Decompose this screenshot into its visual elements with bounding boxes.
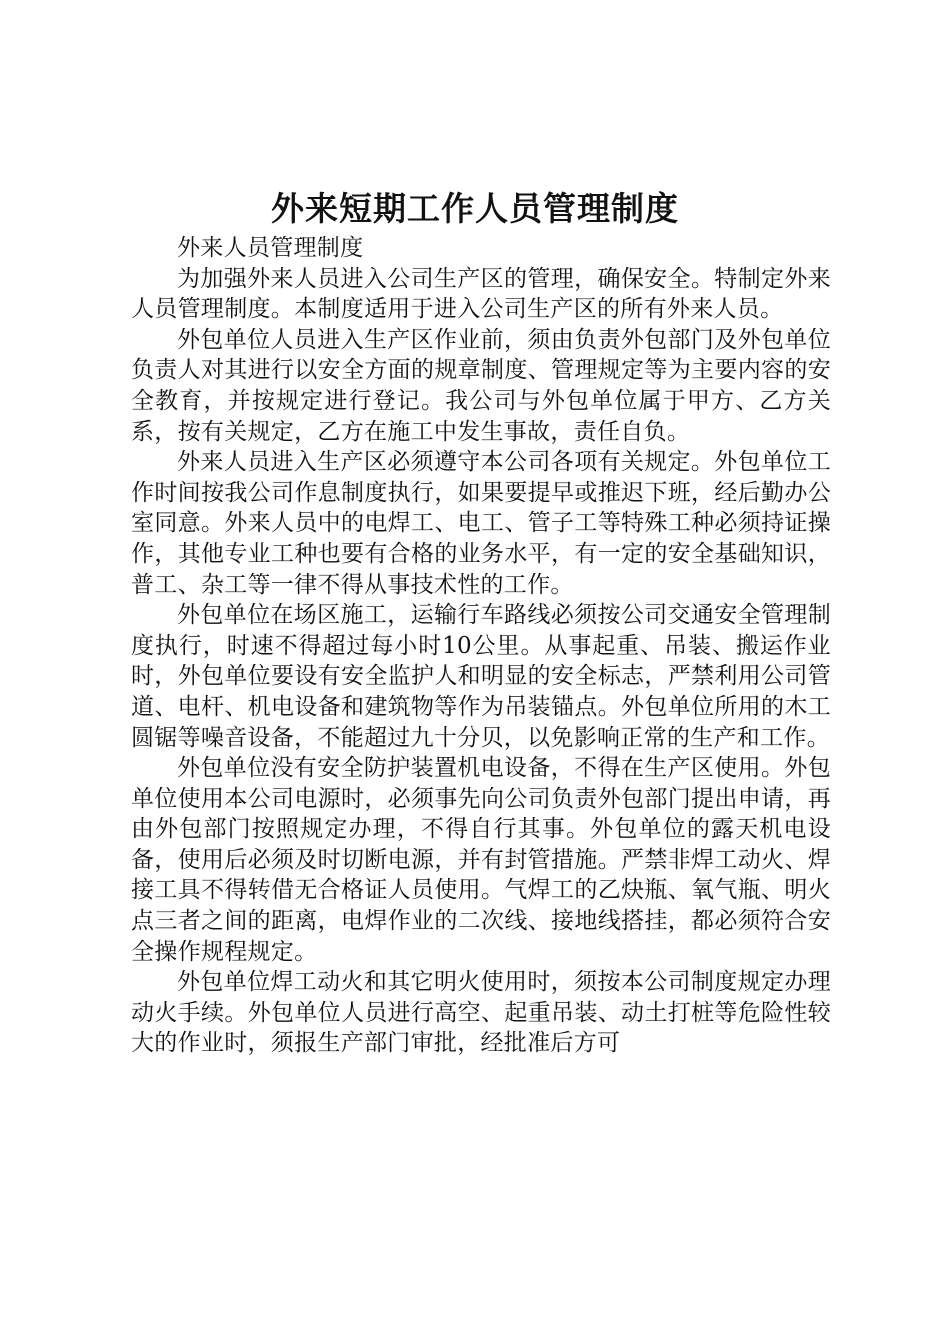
paragraph-hot-work: 外包单位焊工动火和其它明火使用时，须按本公司制度规定办理动火手续。外包单位人员进行高空、起重吊装、动土打桩等危险性较大的作业时，须报生产部门审批，经批准后方可: [131, 969, 831, 1057]
document-title: 外来短期工作人员管理制度: [271, 189, 679, 228]
paragraph-work-rules: 外来人员进入生产区必须遵守本公司各项有关规定。外包单位工作时间按我公司作息制度执行，如果要提早或推迟下班，经后勤办公室同意。外来人员中的电焊工、电工、管子工等特殊工种必须持证操作，其他专业工种也要有合格的业务水平，有一定的安全基础知识，普工、杂工等一律不得从事技术性的工作。: [131, 449, 831, 598]
paragraph-safety-education: 外包单位人员进入生产区作业前，须由负责外包部门及外包单位负责人对其进行以安全方面的规章制度、管理规定等为主要内容的安全教育，并按规定进行登记。我公司与外包单位属于甲方、乙方关系，按有关规定，乙方在施工中发生事故，责任自负。: [131, 326, 831, 445]
document-body: [131, 233, 831, 1059]
paragraph-purpose: 为加强外来人员进入公司生产区的管理，确保安全。特制定外来人员管理制度。本制度适用于进入公司生产区的所有外来人员。: [131, 265, 831, 323]
paragraph-electrical-welding: 外包单位没有安全防护装置机电设备，不得在生产区使用。外包单位使用本公司电源时，必须事先向公司负责外包部门提出申请，再由外包部门按照规定办理，不得自行其事。外包单位的露天机电设备，使用后必须及时切断电源，并有封管措施。严禁非焊工动火、焊接工具不得转借无合格证人员使用。气焊工的乙炔瓶、氧气瓶、明火点三者之间的距离，电焊作业的二次线、接地线搭挂，都必须符合安全操作规程规定。: [131, 755, 831, 965]
paragraph-traffic-hoisting: 外包单位在场区施工，运输行车路线必须按公司交通安全管理制度执行，时速不得超过每小时10公里。从事起重、吊装、搬运作业时，外包单位要设有安全监护人和明显的安全标志，严禁利用公司管道、电杆、机电设备和建筑物等作为吊装锚点。外包单位所用的木工圆锯等噪音设备，不能超过九十分贝，以免影响正常的生产和工作。: [131, 602, 831, 751]
document-subtitle: 外来人员管理制度: [177, 235, 364, 261]
